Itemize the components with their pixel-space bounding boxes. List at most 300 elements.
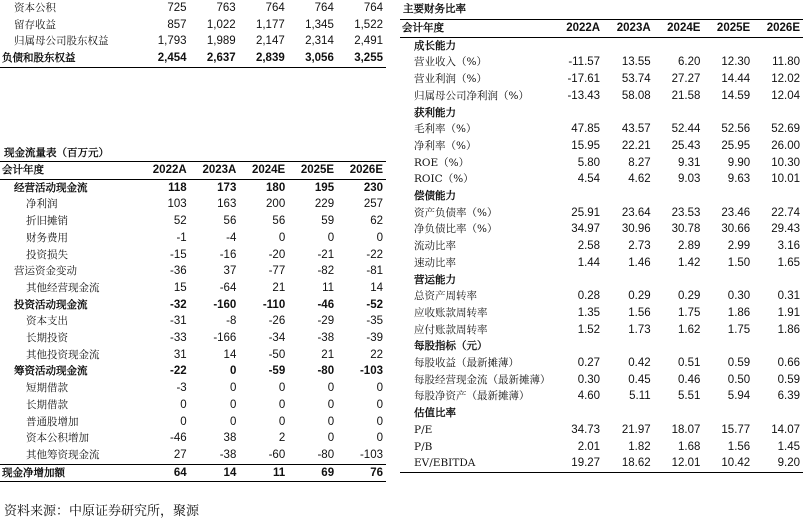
row-value: 257 xyxy=(363,198,383,211)
row-value: 21 xyxy=(321,348,335,361)
table-row xyxy=(400,388,803,405)
row-value: 30.78 xyxy=(671,223,701,236)
row-label: ROIC（%） xyxy=(414,173,474,186)
table-row xyxy=(0,447,386,464)
row-value: 11 xyxy=(239,464,288,482)
row-value: 118 xyxy=(168,181,187,194)
row-value: -3 xyxy=(176,382,187,395)
row-value: 0.50 xyxy=(727,373,751,386)
row-value: 30.66 xyxy=(721,223,751,236)
row-value: 14.07 xyxy=(771,423,800,436)
table-row xyxy=(0,17,386,34)
section-row xyxy=(400,338,803,355)
row-value: 0 xyxy=(376,231,383,244)
row-value: 0.45 xyxy=(628,373,651,386)
table-row xyxy=(400,71,803,88)
table-row xyxy=(400,355,803,372)
table-row xyxy=(0,380,386,397)
table-row xyxy=(0,0,386,17)
row-value: -35 xyxy=(366,315,383,328)
row-label: 留存收益 xyxy=(14,18,56,31)
section-row xyxy=(400,105,803,122)
row-value: 0.51 xyxy=(678,357,701,370)
row-value: 763 xyxy=(216,2,236,14)
table-row xyxy=(400,121,803,138)
row-value: 1.46 xyxy=(628,256,651,269)
row-label: 净负债比率（%） xyxy=(414,223,498,236)
row-value: 857 xyxy=(167,18,187,31)
row-value: 1,022 xyxy=(206,18,236,31)
row-value: 10.01 xyxy=(771,173,800,186)
row-value: 53.74 xyxy=(621,73,651,86)
row-value: 12.04 xyxy=(771,89,800,102)
row-value: -52 xyxy=(366,298,383,311)
table-row xyxy=(400,88,803,105)
row-value: 10.42 xyxy=(703,455,753,472)
row-value: 1.82 xyxy=(628,440,651,453)
row-value: 0.46 xyxy=(678,373,701,386)
row-label: 筹资活动现金流 xyxy=(14,365,88,378)
row-value: 76 xyxy=(337,464,386,482)
row-value: 12.30 xyxy=(721,56,751,69)
row-value: 25.91 xyxy=(571,206,601,219)
row-value: 21.58 xyxy=(671,89,701,102)
column-header: 2024E xyxy=(654,20,704,38)
row-value: 0 xyxy=(229,365,237,378)
row-label: 营业收入（%） xyxy=(414,56,487,69)
row-value: 103 xyxy=(167,198,187,211)
row-value: 69 xyxy=(288,464,337,482)
section-row xyxy=(400,272,803,289)
row-value: 195 xyxy=(314,181,335,194)
row-value: 26.00 xyxy=(771,139,800,152)
row-label: 净利率（%） xyxy=(414,139,477,152)
row-value: 0.28 xyxy=(577,290,601,303)
row-value: -26 xyxy=(268,315,286,328)
row-value: 1.44 xyxy=(577,256,601,269)
row-value: 2,147 xyxy=(255,35,285,48)
row-value: 12.02 xyxy=(771,73,800,86)
table-row xyxy=(0,179,386,196)
row-value: -81 xyxy=(366,265,383,278)
row-value: -38 xyxy=(317,332,335,345)
row-value: -82 xyxy=(317,265,335,278)
table-row xyxy=(400,205,803,222)
table-row xyxy=(400,138,803,155)
section-label: 偿债能力 xyxy=(414,190,456,203)
row-value: -36 xyxy=(170,265,187,278)
row-value: -77 xyxy=(268,265,286,278)
row-value: 0.42 xyxy=(628,357,651,370)
row-value: -11.57 xyxy=(568,56,601,69)
table-row xyxy=(400,171,803,188)
table-row xyxy=(400,155,803,172)
column-header: 2026E xyxy=(337,162,386,180)
table-row xyxy=(400,238,803,255)
table-row xyxy=(400,455,803,472)
row-value: 52.44 xyxy=(671,123,701,136)
row-value: 3.16 xyxy=(777,240,800,253)
row-value: -103 xyxy=(359,365,383,378)
row-value: 0 xyxy=(180,415,187,428)
row-value: 14.59 xyxy=(721,89,751,102)
row-value: 764 xyxy=(363,2,383,14)
row-value: 2 xyxy=(278,432,286,445)
row-value: 0 xyxy=(180,398,187,411)
ratios-table xyxy=(400,19,803,473)
table-row xyxy=(0,280,386,297)
row-value: -60 xyxy=(268,448,286,461)
table-row xyxy=(400,221,803,238)
table-row xyxy=(0,347,386,364)
table-row xyxy=(0,247,386,264)
row-value: 1.65 xyxy=(777,256,800,269)
row-value: 9.03 xyxy=(678,173,701,186)
row-value: 3,056 xyxy=(288,50,337,67)
table-row xyxy=(0,313,386,330)
table-row xyxy=(0,430,386,447)
row-value: 0 xyxy=(376,398,383,411)
row-value: 1.75 xyxy=(727,323,751,336)
row-label: ROE（%） xyxy=(414,156,470,169)
column-header: 2026E xyxy=(753,20,803,38)
row-value: 52.56 xyxy=(721,123,751,136)
row-value: 0 xyxy=(327,231,335,244)
section-label: 每股指标（元） xyxy=(414,340,488,353)
row-label: 流动比率 xyxy=(414,240,456,253)
row-value: 12.01 xyxy=(654,455,704,472)
row-value: 1.91 xyxy=(777,306,800,319)
row-value: 2.01 xyxy=(577,440,601,453)
row-value: 0 xyxy=(278,231,286,244)
row-value: -50 xyxy=(268,348,286,361)
row-value: 1,177 xyxy=(255,18,285,31)
row-value: 56 xyxy=(223,215,237,228)
column-header: 2023A xyxy=(603,20,654,38)
row-value: 14 xyxy=(223,348,237,361)
table-row xyxy=(0,50,386,67)
row-value: 0 xyxy=(229,415,237,428)
row-value: 13.55 xyxy=(621,56,651,69)
row-label: 长期借款 xyxy=(26,398,68,411)
row-value: 173 xyxy=(217,181,237,194)
row-value: 0 xyxy=(229,382,237,395)
row-value: 14.44 xyxy=(721,73,751,86)
row-value: -64 xyxy=(219,281,237,294)
row-label: 总资产周转率 xyxy=(414,290,477,303)
row-value: 9.20 xyxy=(753,455,803,472)
column-header: 会计年度 xyxy=(400,20,553,38)
row-value: -17.61 xyxy=(567,73,601,86)
row-label: 应收账款周转率 xyxy=(414,306,488,319)
table-row xyxy=(400,288,803,305)
row-value: 1.86 xyxy=(727,306,751,319)
row-value: 0.30 xyxy=(727,290,751,303)
table-header xyxy=(400,20,803,38)
column-header: 2022A xyxy=(140,162,190,180)
row-value: 0 xyxy=(229,398,237,411)
row-label: 每股经营现金流（最新摊薄） xyxy=(414,373,551,386)
row-value: 0 xyxy=(376,415,383,428)
row-value: -166 xyxy=(213,332,237,345)
row-value: 15.95 xyxy=(571,139,601,152)
section-row xyxy=(400,188,803,205)
row-label: 普通股增加 xyxy=(26,415,79,428)
cashflow-table xyxy=(0,161,386,482)
row-label: 投资活动现金流 xyxy=(14,298,88,311)
row-value: 6.39 xyxy=(777,390,800,403)
row-value: 1.62 xyxy=(678,323,701,336)
row-value: 764 xyxy=(314,2,334,14)
row-value: -29 xyxy=(317,315,335,328)
row-label: 长期投资 xyxy=(26,332,68,345)
row-label: 短期借款 xyxy=(26,382,68,395)
row-value: -8 xyxy=(226,315,237,328)
row-value: 27.27 xyxy=(671,73,701,86)
table-row xyxy=(0,33,386,50)
row-label: 资本支出 xyxy=(26,315,68,328)
row-value: 0 xyxy=(327,382,335,395)
row-value: 31 xyxy=(173,348,187,361)
row-value: 2,637 xyxy=(190,50,239,67)
row-value: -21 xyxy=(317,248,335,261)
row-value: 1.52 xyxy=(577,323,601,336)
row-value: 9.63 xyxy=(727,173,751,186)
row-value: 180 xyxy=(266,181,286,194)
row-value: 1.73 xyxy=(628,323,651,336)
row-label: 归属母公司净利润（%） xyxy=(414,89,529,102)
row-value: 0.59 xyxy=(777,373,800,386)
column-header: 2022A xyxy=(553,20,604,38)
row-value: 5.11 xyxy=(629,390,651,403)
row-label: 资产负债率（%） xyxy=(414,206,498,219)
row-label: 资本公积增加 xyxy=(26,432,89,445)
row-value: 0.66 xyxy=(777,357,800,370)
row-value: 0 xyxy=(278,398,286,411)
row-value: 1.86 xyxy=(777,323,800,336)
row-value: -110 xyxy=(262,298,286,311)
table-row xyxy=(0,414,386,431)
table-row xyxy=(400,255,803,272)
row-label: 归属母公司股东权益 xyxy=(14,35,109,48)
column-header: 2023A xyxy=(190,162,240,180)
row-value: 200 xyxy=(266,198,286,211)
row-value: -34 xyxy=(268,332,286,345)
row-value: 0 xyxy=(376,382,383,395)
row-value: 27 xyxy=(173,448,187,461)
row-label: 财务费用 xyxy=(26,231,68,244)
row-label: 投资损失 xyxy=(26,248,68,261)
table-row xyxy=(0,230,386,247)
row-value: 1.56 xyxy=(727,440,751,453)
row-value: 29.43 xyxy=(771,223,800,236)
row-value: 9.90 xyxy=(727,156,751,169)
row-value: 0.30 xyxy=(577,373,601,386)
row-value: -46 xyxy=(170,432,187,445)
row-value: 23.64 xyxy=(621,206,651,219)
row-value: 23.46 xyxy=(721,206,751,219)
row-value: 22.74 xyxy=(771,206,800,219)
row-value: 11.80 xyxy=(772,56,800,69)
row-value: -46 xyxy=(317,298,335,311)
table-row xyxy=(0,263,386,280)
row-value: 62 xyxy=(370,215,383,228)
table-row xyxy=(400,322,803,339)
row-label: EV/EBITDA xyxy=(400,455,553,472)
section-label: 成长能力 xyxy=(414,39,456,52)
cashflow-title: 现金流量表（百万元） xyxy=(4,147,109,159)
row-value: 9.31 xyxy=(678,156,701,169)
row-label: 资本公积 xyxy=(14,2,56,14)
row-value: 1.75 xyxy=(678,306,701,319)
table-row xyxy=(400,422,803,439)
row-value: 2.99 xyxy=(727,240,751,253)
table-row xyxy=(400,54,803,71)
row-value: 229 xyxy=(314,198,335,211)
row-value: 23.53 xyxy=(671,206,701,219)
row-value: 22.21 xyxy=(621,139,651,152)
row-value: 0 xyxy=(327,398,335,411)
row-value: 25.43 xyxy=(671,139,701,152)
row-value: 4.60 xyxy=(577,390,601,403)
row-value: 2,314 xyxy=(305,35,334,48)
table-row xyxy=(0,397,386,414)
row-label: 其他投资现金流 xyxy=(26,348,100,361)
row-value: 1.50 xyxy=(727,256,751,269)
row-value: 2,454 xyxy=(140,50,189,67)
row-value: 34.97 xyxy=(571,223,601,236)
row-label: 折旧摊销 xyxy=(26,215,68,228)
row-value: 0.59 xyxy=(727,357,751,370)
row-value: 1.42 xyxy=(678,256,701,269)
row-value: -15 xyxy=(170,248,187,261)
row-value: 0.27 xyxy=(577,357,601,370)
row-label: 应付账款周转率 xyxy=(414,323,488,336)
row-value: 37 xyxy=(223,265,237,278)
row-value: 2.73 xyxy=(628,240,651,253)
row-value: 21.97 xyxy=(621,423,651,436)
table-row xyxy=(400,439,803,456)
row-value: 64 xyxy=(140,464,190,482)
row-label: 每股收益（最新摊薄） xyxy=(414,357,519,370)
row-label: 其他经营现金流 xyxy=(26,281,100,294)
table-row xyxy=(0,297,386,314)
row-value: 5.80 xyxy=(577,156,601,169)
table-row xyxy=(0,330,386,347)
table-header xyxy=(0,162,386,180)
row-value: 1.56 xyxy=(628,306,651,319)
row-value: 0 xyxy=(327,432,335,445)
row-value: 58.08 xyxy=(621,89,651,102)
row-value: 1,793 xyxy=(157,35,187,48)
row-value: 2,839 xyxy=(239,50,288,67)
row-value: -103 xyxy=(359,448,383,461)
row-value: 19.27 xyxy=(553,455,604,472)
row-value: -33 xyxy=(170,332,187,345)
row-value: 56 xyxy=(272,215,286,228)
row-value: 1.68 xyxy=(678,440,701,453)
row-value: 14 xyxy=(370,281,383,294)
row-value: 15.77 xyxy=(721,423,751,436)
row-value: 22 xyxy=(370,348,383,361)
row-value: 4.54 xyxy=(577,173,601,186)
row-value: 1,345 xyxy=(305,18,334,31)
row-value: 21 xyxy=(272,281,286,294)
row-label: 其他筹资现金流 xyxy=(26,448,100,461)
row-value: 52.69 xyxy=(771,123,800,136)
row-value: 11 xyxy=(322,281,335,294)
row-value: 2,491 xyxy=(354,35,383,48)
row-label: 每股净资产（最新摊薄） xyxy=(414,390,530,403)
row-value: 25.95 xyxy=(721,139,751,152)
row-value: 0.29 xyxy=(628,290,651,303)
table-row xyxy=(0,363,386,380)
row-value: -80 xyxy=(317,448,335,461)
table-row xyxy=(400,305,803,322)
row-value: 0 xyxy=(278,382,286,395)
row-value: 8.27 xyxy=(628,156,651,169)
row-value: 30.96 xyxy=(621,223,651,236)
column-header: 会计年度 xyxy=(0,162,140,180)
row-value: 0 xyxy=(327,415,335,428)
row-value: 59 xyxy=(321,215,335,228)
row-value: 34.73 xyxy=(571,423,601,436)
row-label: P/E xyxy=(414,423,433,436)
row-value: 0 xyxy=(376,432,383,445)
row-value: -80 xyxy=(317,365,335,378)
row-value: 5.94 xyxy=(727,390,751,403)
row-label: 负债和股东权益 xyxy=(0,50,140,67)
balance-sheet-tail-table xyxy=(0,0,386,68)
column-header: 2025E xyxy=(288,162,337,180)
row-value: -38 xyxy=(219,448,237,461)
row-value: 15 xyxy=(173,281,187,294)
table-row xyxy=(0,213,386,230)
row-value: 52 xyxy=(173,215,187,228)
row-value: -39 xyxy=(366,332,383,345)
row-label: 毛利率（%） xyxy=(414,123,477,136)
row-value: 2.58 xyxy=(577,240,601,253)
row-value: -59 xyxy=(268,365,286,378)
section-label: 获利能力 xyxy=(414,106,456,119)
row-value: 3,255 xyxy=(337,50,386,67)
row-value: 1.45 xyxy=(777,440,800,453)
table-row xyxy=(0,464,386,482)
row-value: 230 xyxy=(363,181,383,194)
row-value: -31 xyxy=(170,315,187,328)
row-value: -22 xyxy=(366,248,383,261)
row-value: -4 xyxy=(226,231,237,244)
column-header: 2024E xyxy=(239,162,288,180)
row-value: 2.89 xyxy=(678,240,701,253)
row-value: 5.51 xyxy=(678,390,701,403)
section-row xyxy=(400,37,803,54)
source-note: 资料来源：中原证券研究所，聚源 xyxy=(4,504,200,519)
row-value: 18.62 xyxy=(603,455,654,472)
row-value: 1,989 xyxy=(206,35,236,48)
row-value: -32 xyxy=(170,298,187,311)
column-header: 2025E xyxy=(703,20,753,38)
row-value: 163 xyxy=(217,198,237,211)
row-value: -22 xyxy=(170,365,187,378)
row-label: 速动比率 xyxy=(414,256,456,269)
row-label: 净利润 xyxy=(26,198,58,211)
row-value: 0 xyxy=(278,415,286,428)
table-row xyxy=(400,372,803,389)
row-value: -20 xyxy=(268,248,286,261)
row-value: 10.30 xyxy=(771,156,800,169)
row-label: 现金净增加额 xyxy=(0,464,140,482)
